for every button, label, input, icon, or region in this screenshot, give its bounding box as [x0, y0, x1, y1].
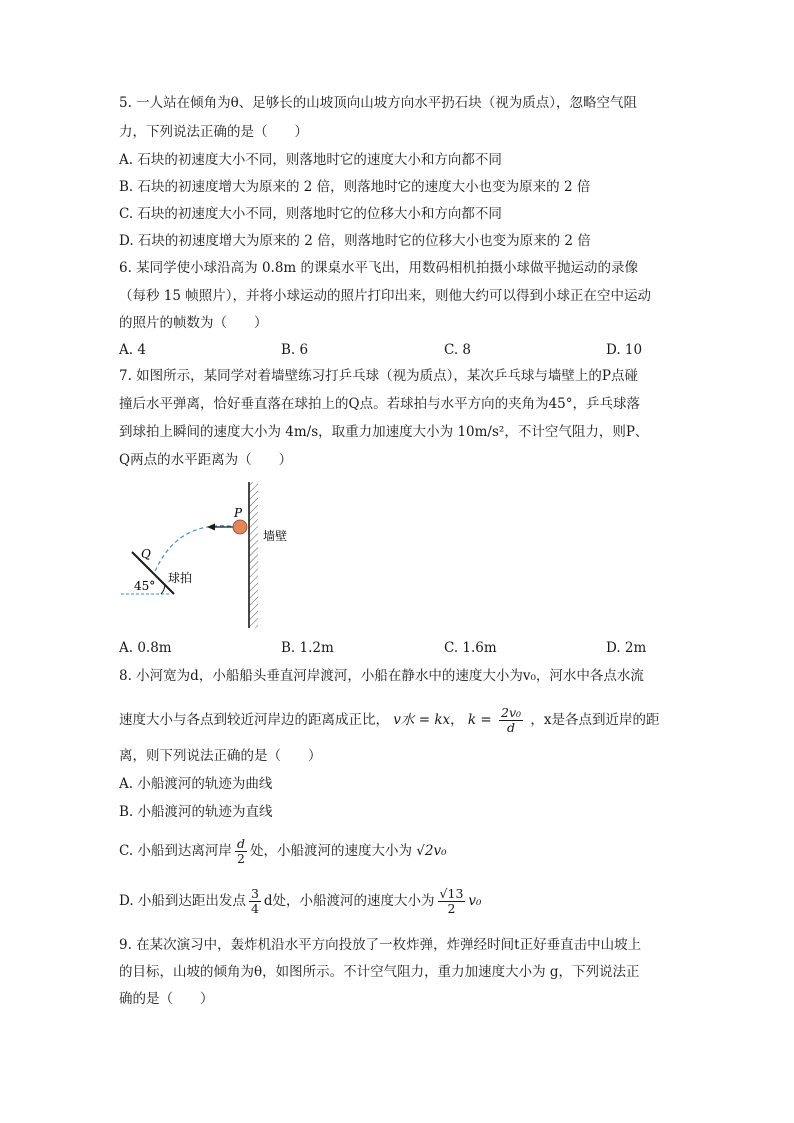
q7-option-b: B. 1.2m — [281, 640, 334, 656]
q6-stem-line-1: 6. 某同学使小球沿高为 0.8m 的课桌水平飞出，用数码相机拍摄小球做平抛运动的录像 — [119, 260, 639, 276]
q7-stem-line-2: 撞后水平弹离，恰好垂直落在球拍上的Q点。若球拍与水平方向的夹角为45°，乒乓球落 — [119, 396, 640, 412]
q8-option-c-frac-num: d — [236, 836, 245, 851]
q6-option-b: B. 6 — [281, 342, 309, 358]
q7-stem-line-3: 到球拍上瞬间的速度大小为 4m/s，取重力加速度大小为 10m/s²，不计空气阻力，则P、 — [119, 424, 649, 440]
q8-option-d-frac-den: 4 — [250, 901, 259, 916]
q8-option-a: A. 小船渡河的轨迹为曲线 — [119, 776, 273, 792]
q8-stem-2b: ，x是各点到近岸的距 — [530, 712, 660, 728]
q9-stem-line-1: 9. 在某次演习中，轰炸机沿水平方向投放了一枚炸弹，炸弹经时间t正好垂直击中山坡上 — [119, 937, 642, 953]
q8-option-c-post: 处，小船渡河的速度大小为 — [249, 843, 412, 859]
label-p: P — [234, 506, 243, 520]
q7-figure — [115, 478, 295, 633]
q8-fraction-k-den: d — [507, 720, 516, 735]
label-racket: 球拍 — [168, 571, 193, 585]
q8-formula-v: v水 = kx — [393, 712, 451, 728]
q8-option-c-frac-den: 2 — [236, 851, 245, 866]
q6-stem-line-2: （每秒 15 帧照片），并将小球运动的照片打印出来，则他大约可以得到小球正在空中运动 — [119, 288, 652, 304]
q5-option-b: B. 石块的初速度增大为原来的 2 倍，则落地时它的速度大小也变为原来的 2 倍 — [119, 179, 591, 195]
q7-stem-line-1: 7. 如图所示，某同学对着墙壁练习打乒乓球（视为质点），某次乒乓球与墙壁上的P点碰 — [119, 368, 639, 384]
q8-option-d-value-post: v₀ — [468, 893, 482, 909]
q7-option-a: A. 0.8m — [119, 640, 172, 656]
ball — [233, 520, 247, 534]
q8-stem-2a: 速度大小与各点到较近河岸边的距离成正比， — [119, 712, 389, 728]
q6-option-c: C. 8 — [444, 342, 472, 358]
q8-option-d-value-num: √13 — [439, 886, 464, 901]
q7-option-c: C. 1.6m — [444, 640, 497, 656]
q8-option-c — [119, 834, 446, 868]
q9-stem-line-2: 的目标，山坡的倾角为θ，如图所示。不计空气阻力，重力加速度大小为 g，下列说法正 — [119, 964, 640, 980]
label-angle: 45° — [134, 579, 156, 593]
q7-option-d: D. 2m — [606, 640, 647, 656]
q5-option-a: A. 石块的初速度大小不同，则落地时它的速度大小和方向都不同 — [119, 152, 502, 168]
wall-hatch — [249, 482, 258, 628]
label-q: Q — [141, 547, 151, 561]
q8-option-c-value: √2v₀ — [416, 843, 447, 859]
q8-option-d-pre: D. 小船到达距出发点 — [119, 893, 246, 909]
q8-fraction-k — [499, 706, 523, 735]
q8-option-b: B. 小船渡河的轨迹为直线 — [119, 804, 273, 820]
q8-formula-k: k = — [467, 712, 492, 728]
q9-stem-line-3: 确的是（ ） — [119, 991, 214, 1007]
q8-stem-line-3: 离，则下列说法正确的是（ ） — [119, 748, 322, 764]
q8-option-d-frac-num: 3 — [250, 886, 259, 901]
q5-option-c: C. 石块的初速度大小不同，则落地时它的位移大小和方向都不同 — [119, 206, 502, 222]
q8-option-c-pre: C. 小船到达离河岸 — [119, 843, 232, 859]
q5-stem-line-1: 5. 一人站在倾角为θ、足够长的山坡顶向山坡方向水平扔石块（视为质点），忽略空气阻 — [119, 95, 638, 111]
trajectory-curve — [154, 526, 238, 574]
q6-option-d: D. 10 — [606, 342, 643, 358]
q8-option-d-value-fraction — [438, 887, 466, 916]
q8-option-d-mid: d处，小船渡河的速度大小为 — [263, 893, 435, 909]
q8-stem-line-2: 速度大小与各点到较近河岸边的距离成正比， v水 = kx， k = $\frac{\text{2v₀}}{d}$ ，x是各点到近岸的距 — [119, 705, 660, 735]
q8-option-c-fraction — [235, 837, 247, 866]
q8-option-d-fraction — [249, 887, 261, 916]
q6-stem-line-3: 的照片的帧数为（ ） — [119, 315, 268, 331]
q6-option-a: A. 4 — [119, 342, 146, 358]
q8-stem-line-1: 8. 小河宽为d，小船船头垂直河岸渡河，小船在静水中的速度大小为v₀，河水中各点水流 — [119, 668, 644, 684]
q8-option-d-value-den: 2 — [447, 901, 456, 916]
label-wall: 墙壁 — [263, 529, 288, 543]
q5-stem-line-2: 力，下列说法正确的是（ ） — [119, 124, 308, 140]
velocity-arrowhead — [207, 524, 215, 531]
q5-option-d: D. 石块的初速度增大为原来的 2 倍，则落地时它的位移大小也变为原来的 2 倍 — [119, 233, 591, 249]
q7-stem-line-4: Q两点的水平距离为（ ） — [119, 452, 293, 468]
q8-fraction-k-num: 2v₀ — [501, 705, 522, 720]
q8-option-d — [119, 882, 481, 920]
angle-arc — [161, 585, 165, 594]
